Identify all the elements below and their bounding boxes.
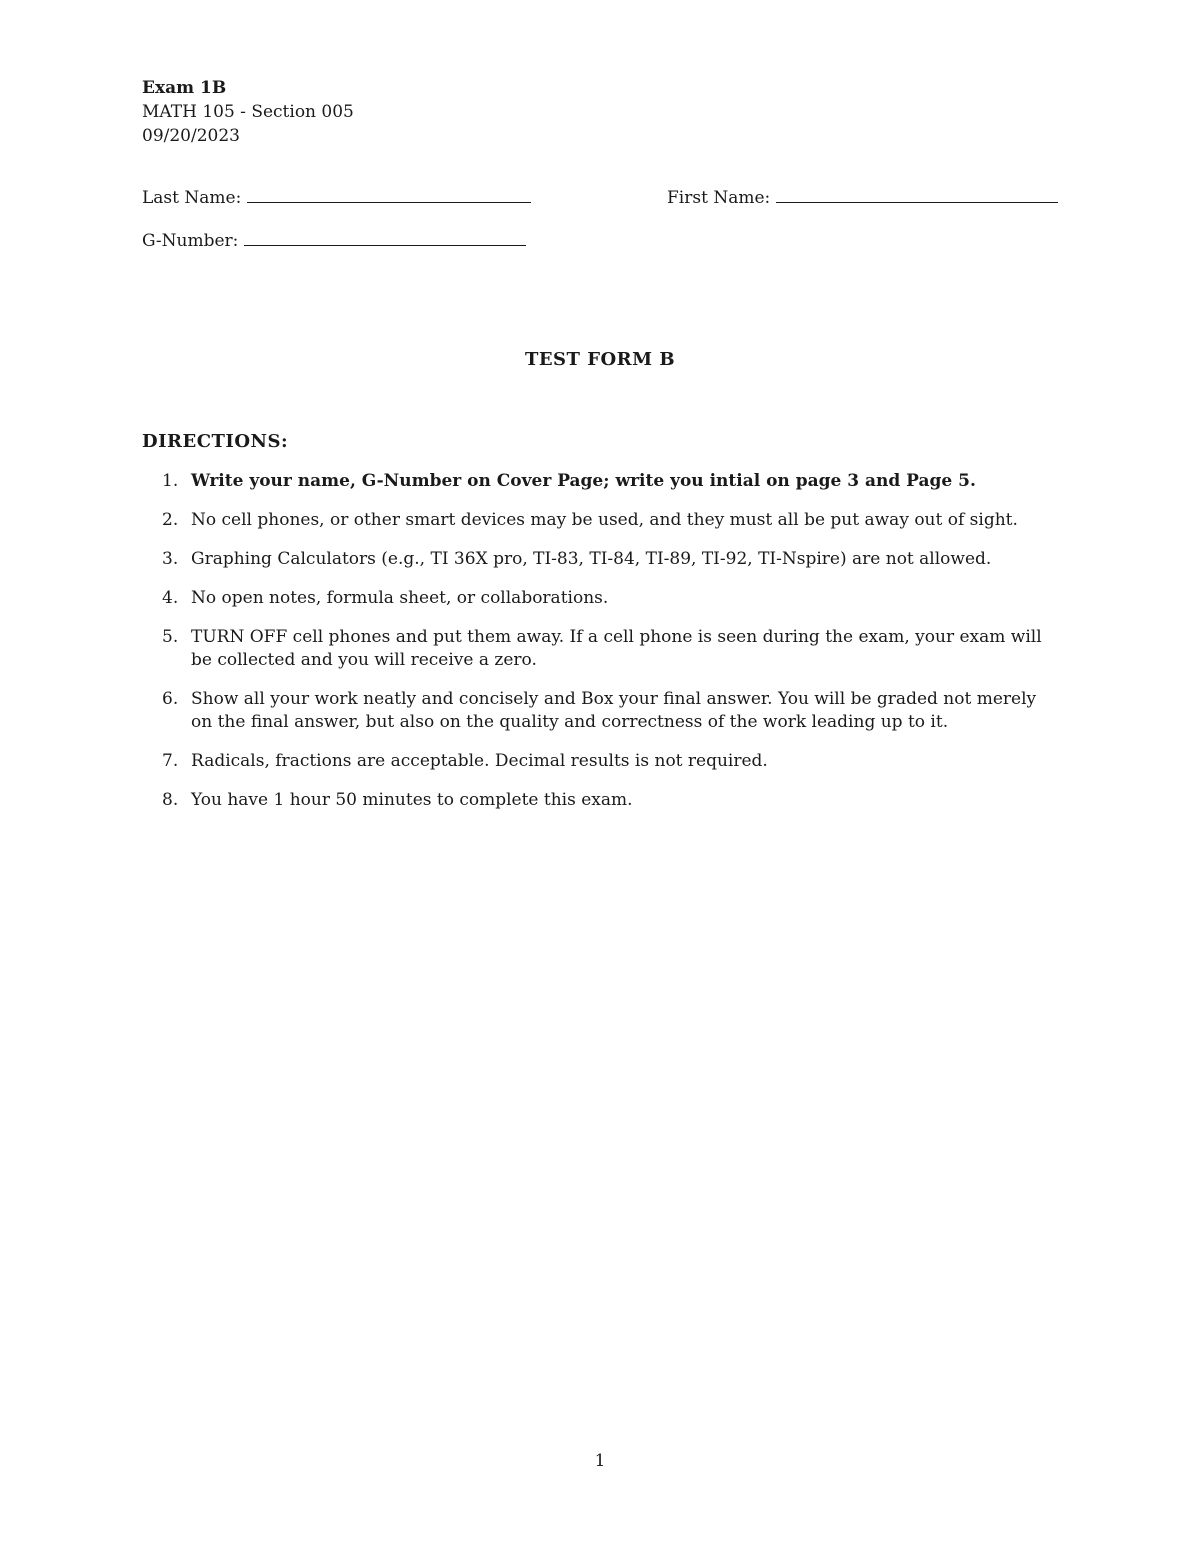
direction-text: No open notes, formula sheet, or collaborations. <box>191 588 609 608</box>
direction-number: 6. <box>162 689 179 709</box>
direction-text: No cell phones, or other smart devices may be used, and they must all be put away out of sight. <box>191 510 1018 530</box>
g-number-label: G-Number: <box>142 231 239 251</box>
first-name-field[interactable] <box>667 186 1058 210</box>
exam-header <box>142 76 354 148</box>
direction-item <box>142 789 1062 812</box>
direction-text: Write your name, G-Number on Cover Page; write you intial on page 3 and Page 5. <box>191 471 976 491</box>
direction-item <box>142 750 1062 773</box>
direction-number: 8. <box>162 790 179 810</box>
g-number-field[interactable] <box>142 229 526 253</box>
direction-item <box>142 587 1062 610</box>
direction-text: Show all your work neatly and concisely and Box your final answer. You will be graded not merely on the final answer, but also on the quality and correctness of the work leading up to it. <box>191 689 1037 732</box>
direction-number: 4. <box>162 588 179 608</box>
directions-list <box>142 470 1062 828</box>
course-section: MATH 105 - Section 005 <box>142 102 354 122</box>
first-name-label: First Name: <box>667 188 771 208</box>
direction-item <box>142 688 1062 734</box>
direction-item <box>142 626 1062 672</box>
last-name-blank[interactable] <box>247 188 531 203</box>
direction-text: You have 1 hour 50 minutes to complete this exam. <box>191 790 633 810</box>
direction-item <box>142 470 1062 493</box>
direction-number: 1. <box>162 471 179 491</box>
last-name-label: Last Name: <box>142 188 242 208</box>
exam-title: Exam 1B <box>142 78 227 98</box>
direction-text: TURN OFF cell phones and put them away. If a cell phone is seen during the exam, your exam will be collected and you will receive a zero. <box>191 627 1042 670</box>
direction-number: 3. <box>162 549 179 569</box>
directions-heading: DIRECTIONS: <box>142 431 289 452</box>
g-number-blank[interactable] <box>244 231 526 246</box>
test-form-heading: TEST FORM B <box>524 349 676 370</box>
direction-item <box>142 509 1062 532</box>
direction-number: 7. <box>162 751 179 771</box>
last-name-field[interactable] <box>142 186 531 210</box>
direction-item <box>142 548 1062 571</box>
direction-number: 2. <box>162 510 179 530</box>
first-name-blank[interactable] <box>776 188 1058 203</box>
exam-date: 09/20/2023 <box>142 126 240 146</box>
direction-text: Radicals, fractions are acceptable. Decimal results is not required. <box>191 751 768 771</box>
direction-text: Graphing Calculators (e.g., TI 36X pro, TI-83, TI-84, TI-89, TI-92, TI-Nspire) are not allowed. <box>191 549 992 569</box>
direction-number: 5. <box>162 627 179 647</box>
page-number: 1 <box>594 1451 606 1471</box>
